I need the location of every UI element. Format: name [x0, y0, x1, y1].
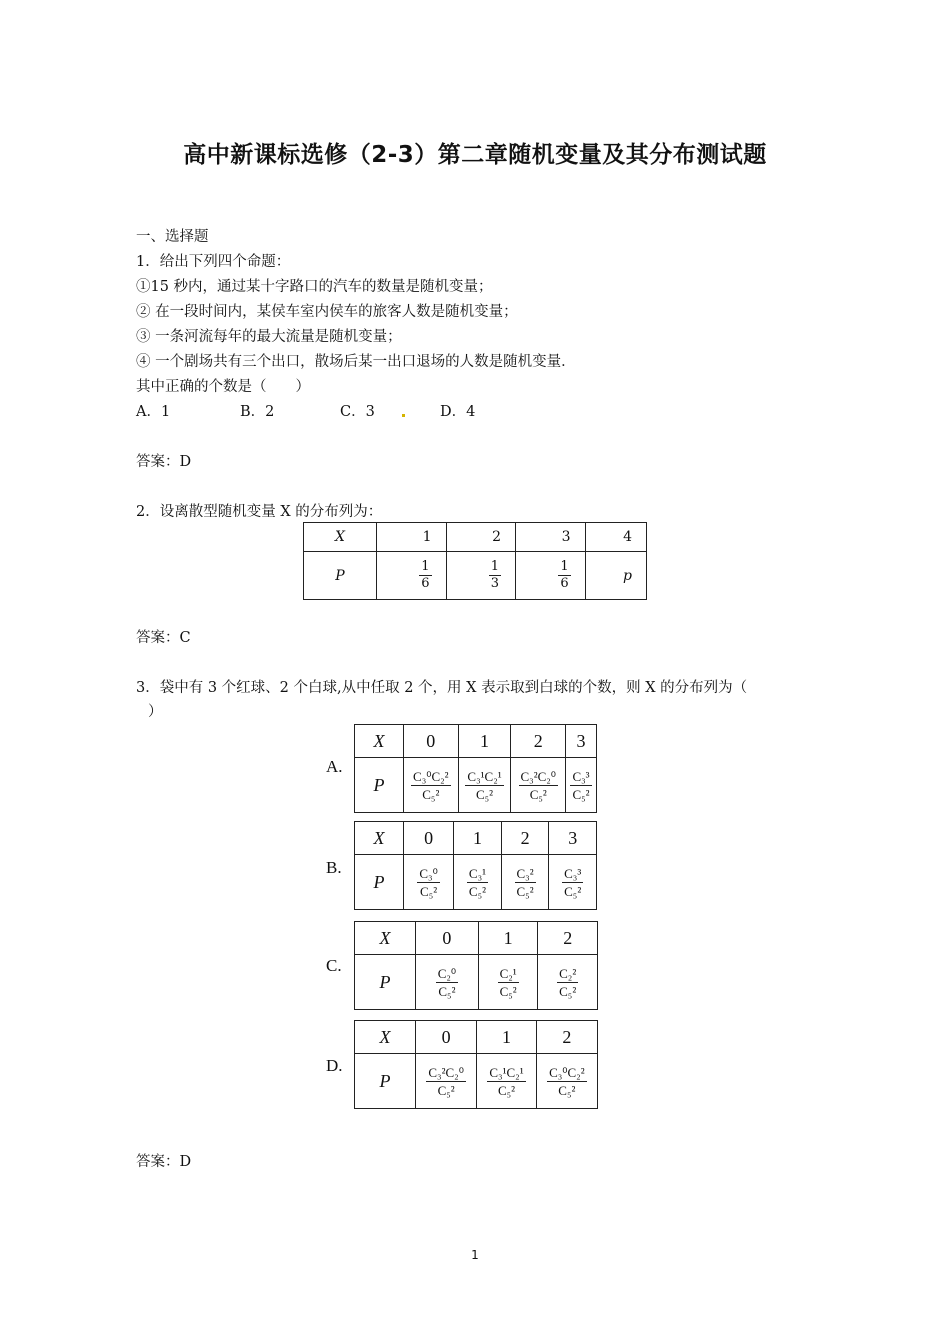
q3-a-x-3: 3 — [566, 725, 597, 758]
q3-d-x-1: 1 — [477, 1021, 536, 1054]
q3-d-p2-num: C₃⁰C₂² — [549, 1064, 585, 1080]
q2-x-val-2: 2 — [446, 523, 516, 552]
q3-d-p1-den: C₅² — [497, 1082, 516, 1098]
section-heading: 一、选择题 — [136, 229, 209, 245]
q3-c-x-0: 0 — [416, 922, 479, 955]
q3-d-p2-den: C₅² — [558, 1082, 576, 1098]
q3-c-x-1: 1 — [478, 922, 538, 955]
q3-d-p-2 — [536, 1054, 597, 1109]
q1-statement-3: ③ 一条河流每年的最大流量是随机变量； — [136, 329, 402, 345]
q1-options — [136, 402, 170, 422]
q3-a-p2-num: C₃²C₂⁰ — [520, 768, 557, 784]
q3-b-p-3 — [549, 855, 597, 910]
q3-c-p-0 — [416, 955, 479, 1010]
q2-p-val-4: p — [585, 552, 646, 600]
q3-d-p0-num: C₃²C₂⁰ — [428, 1064, 464, 1080]
q3-a-p-0 — [404, 758, 459, 813]
q3-a-x-label: X — [355, 725, 404, 758]
q3-d-p-label: P — [355, 1054, 416, 1109]
q3-b-p1-num: C₃¹ — [468, 865, 487, 881]
q2-x-val-3: 3 — [516, 523, 586, 552]
q3-stem-line-2: ） — [148, 704, 163, 720]
q3-a-p-3 — [566, 758, 597, 813]
q1-question: 其中正确的个数是（ ） — [136, 379, 310, 395]
q3-a-p2-den: C₅² — [529, 786, 547, 802]
q3-b-x-row — [355, 822, 597, 855]
q3-b-x-1: 1 — [454, 822, 502, 855]
q3-c-p0-den: C₅² — [438, 983, 456, 999]
q3-option-b-table — [354, 821, 597, 910]
q3-a-p1-num: C₃¹C₂¹ — [467, 768, 502, 784]
q3-b-x-3: 3 — [549, 822, 597, 855]
q3-a-x-2: 2 — [511, 725, 566, 758]
q3-d-p0-den: C₅² — [437, 1082, 455, 1098]
q2-p2-num: 1 — [490, 559, 500, 574]
q3-option-a-table — [354, 724, 597, 813]
page-number: 1 — [471, 1248, 479, 1262]
q3-a-x-row — [355, 725, 597, 758]
q1-option-a: A．1 — [136, 404, 171, 420]
q3-a-p3-num: C₃³ — [572, 768, 590, 784]
q3-b-x-label: X — [355, 822, 404, 855]
q3-d-x-2: 2 — [536, 1021, 597, 1054]
q3-c-p-label: P — [355, 955, 416, 1010]
q3-option-c-label: C. — [326, 956, 342, 975]
q3-c-p2-den: C₅² — [559, 983, 577, 999]
q3-d-p-1 — [477, 1054, 536, 1109]
q3-option-d-label: D. — [326, 1056, 343, 1075]
q1-statement-2: ② 在一段时间内，某侯车室内侯车的旅客人数是随机变量； — [136, 304, 518, 320]
q3-c-p2-num: C₂² — [559, 965, 577, 981]
q3-a-p3-den: C₅² — [572, 786, 590, 802]
q3-stem-line-1: 3．袋中有 3 个红球、2 个白球,从中任取 2 个，用 X 表示取到白球的个数，则 X 的分布列为（ — [136, 680, 748, 696]
q3-a-p0-den: C₅² — [422, 786, 440, 802]
q3-b-p3-num: C₃³ — [564, 865, 582, 881]
q3-d-p-0 — [416, 1054, 477, 1109]
q2-stem-text: 2．设离散型随机变量 X 的分布列为： — [136, 504, 383, 520]
q3-b-p0-den: C₅² — [420, 883, 438, 899]
q3-d-x-0: 0 — [416, 1021, 477, 1054]
q2-p2-den: 3 — [490, 576, 500, 591]
q3-b-p-row — [355, 855, 597, 910]
q3-a-p-row — [355, 758, 597, 813]
q3-option-b-label: B. — [326, 858, 342, 877]
q3-d-x-label: X — [355, 1021, 416, 1054]
q3-a-p-2 — [511, 758, 566, 813]
q1-stem: 1．给出下列四个命题： — [136, 254, 291, 270]
q3-option-c-table — [354, 921, 598, 1010]
q3-a-p1-den: C₅² — [475, 786, 494, 802]
q3-c-p-2 — [538, 955, 598, 1010]
q2-x-label: X — [304, 523, 377, 552]
q3-a-x-0: 0 — [404, 725, 459, 758]
q3-c-p-row — [355, 955, 598, 1010]
q2-x-row — [304, 523, 647, 552]
q1-answer: 答案：D — [136, 454, 192, 470]
q1-option-c: C．3 — [340, 404, 375, 420]
q3-b-p1-den: C₅² — [468, 883, 487, 899]
q2-stem — [136, 502, 382, 522]
q2-p-label: P — [304, 552, 377, 600]
q3-b-p3-den: C₅² — [564, 883, 582, 899]
q3-c-p1-num: C₂¹ — [499, 965, 517, 981]
q2-p-val-3 — [516, 552, 586, 600]
q3-b-p0-num: C₃⁰ — [419, 865, 438, 881]
q2-p-row — [304, 552, 647, 600]
q2-p1-num: 1 — [421, 559, 430, 574]
q2-p-val-1 — [377, 552, 447, 600]
q3-option-d-table — [354, 1020, 598, 1109]
q1-option-b: B．2 — [240, 404, 275, 420]
q3-c-p-1 — [478, 955, 538, 1010]
q2-p1-den: 6 — [421, 576, 430, 591]
q2-x-val-1: 1 — [377, 523, 447, 552]
q3-c-x-row — [355, 922, 598, 955]
q3-a-p0-num: C₃⁰C₂² — [413, 768, 449, 784]
q3-a-p-label: P — [355, 758, 404, 813]
q2-p3-num: 1 — [560, 559, 569, 574]
q3-b-p-0 — [404, 855, 454, 910]
q3-c-x-2: 2 — [538, 922, 598, 955]
q3-b-x-0: 0 — [404, 822, 454, 855]
q2-distribution-table — [303, 522, 647, 600]
stray-dot — [402, 414, 405, 417]
q3-b-p-label: P — [355, 855, 404, 910]
q2-p3-den: 6 — [560, 576, 569, 591]
q1-statement-1: ①15 秒内，通过某十字路口的汽车的数量是随机变量； — [136, 279, 493, 295]
q3-a-p-1 — [458, 758, 511, 813]
q1-statement-4: ④ 一个剧场共有三个出口，散场后某一出口退场的人数是随机变量． — [136, 354, 576, 370]
q2-p-val-2 — [446, 552, 516, 600]
q3-a-x-1: 1 — [458, 725, 511, 758]
q2-answer: 答案：C — [136, 630, 191, 646]
q3-option-a-label: A. — [326, 757, 343, 776]
q3-b-p-1 — [454, 855, 502, 910]
q1-option-d: D．4 — [440, 404, 476, 420]
q3-c-x-label: X — [355, 922, 416, 955]
q3-c-p1-den: C₅² — [499, 983, 517, 999]
q3-b-x-2: 2 — [501, 822, 549, 855]
q3-d-p-row — [355, 1054, 598, 1109]
q3-b-p2-den: C₅² — [516, 883, 534, 899]
page-title: 高中新课标选修（2-3）第二章随机变量及其分布测试题 — [183, 142, 767, 168]
q3-d-x-row — [355, 1021, 598, 1054]
q3-b-p2-num: C₃² — [516, 865, 534, 881]
q3-answer: 答案：D — [136, 1154, 192, 1170]
q3-b-p-2 — [501, 855, 549, 910]
q3-c-p0-num: C₂⁰ — [437, 965, 457, 981]
q2-x-val-4: 4 — [585, 523, 646, 552]
q3-d-p1-num: C₃¹C₂¹ — [489, 1064, 524, 1080]
